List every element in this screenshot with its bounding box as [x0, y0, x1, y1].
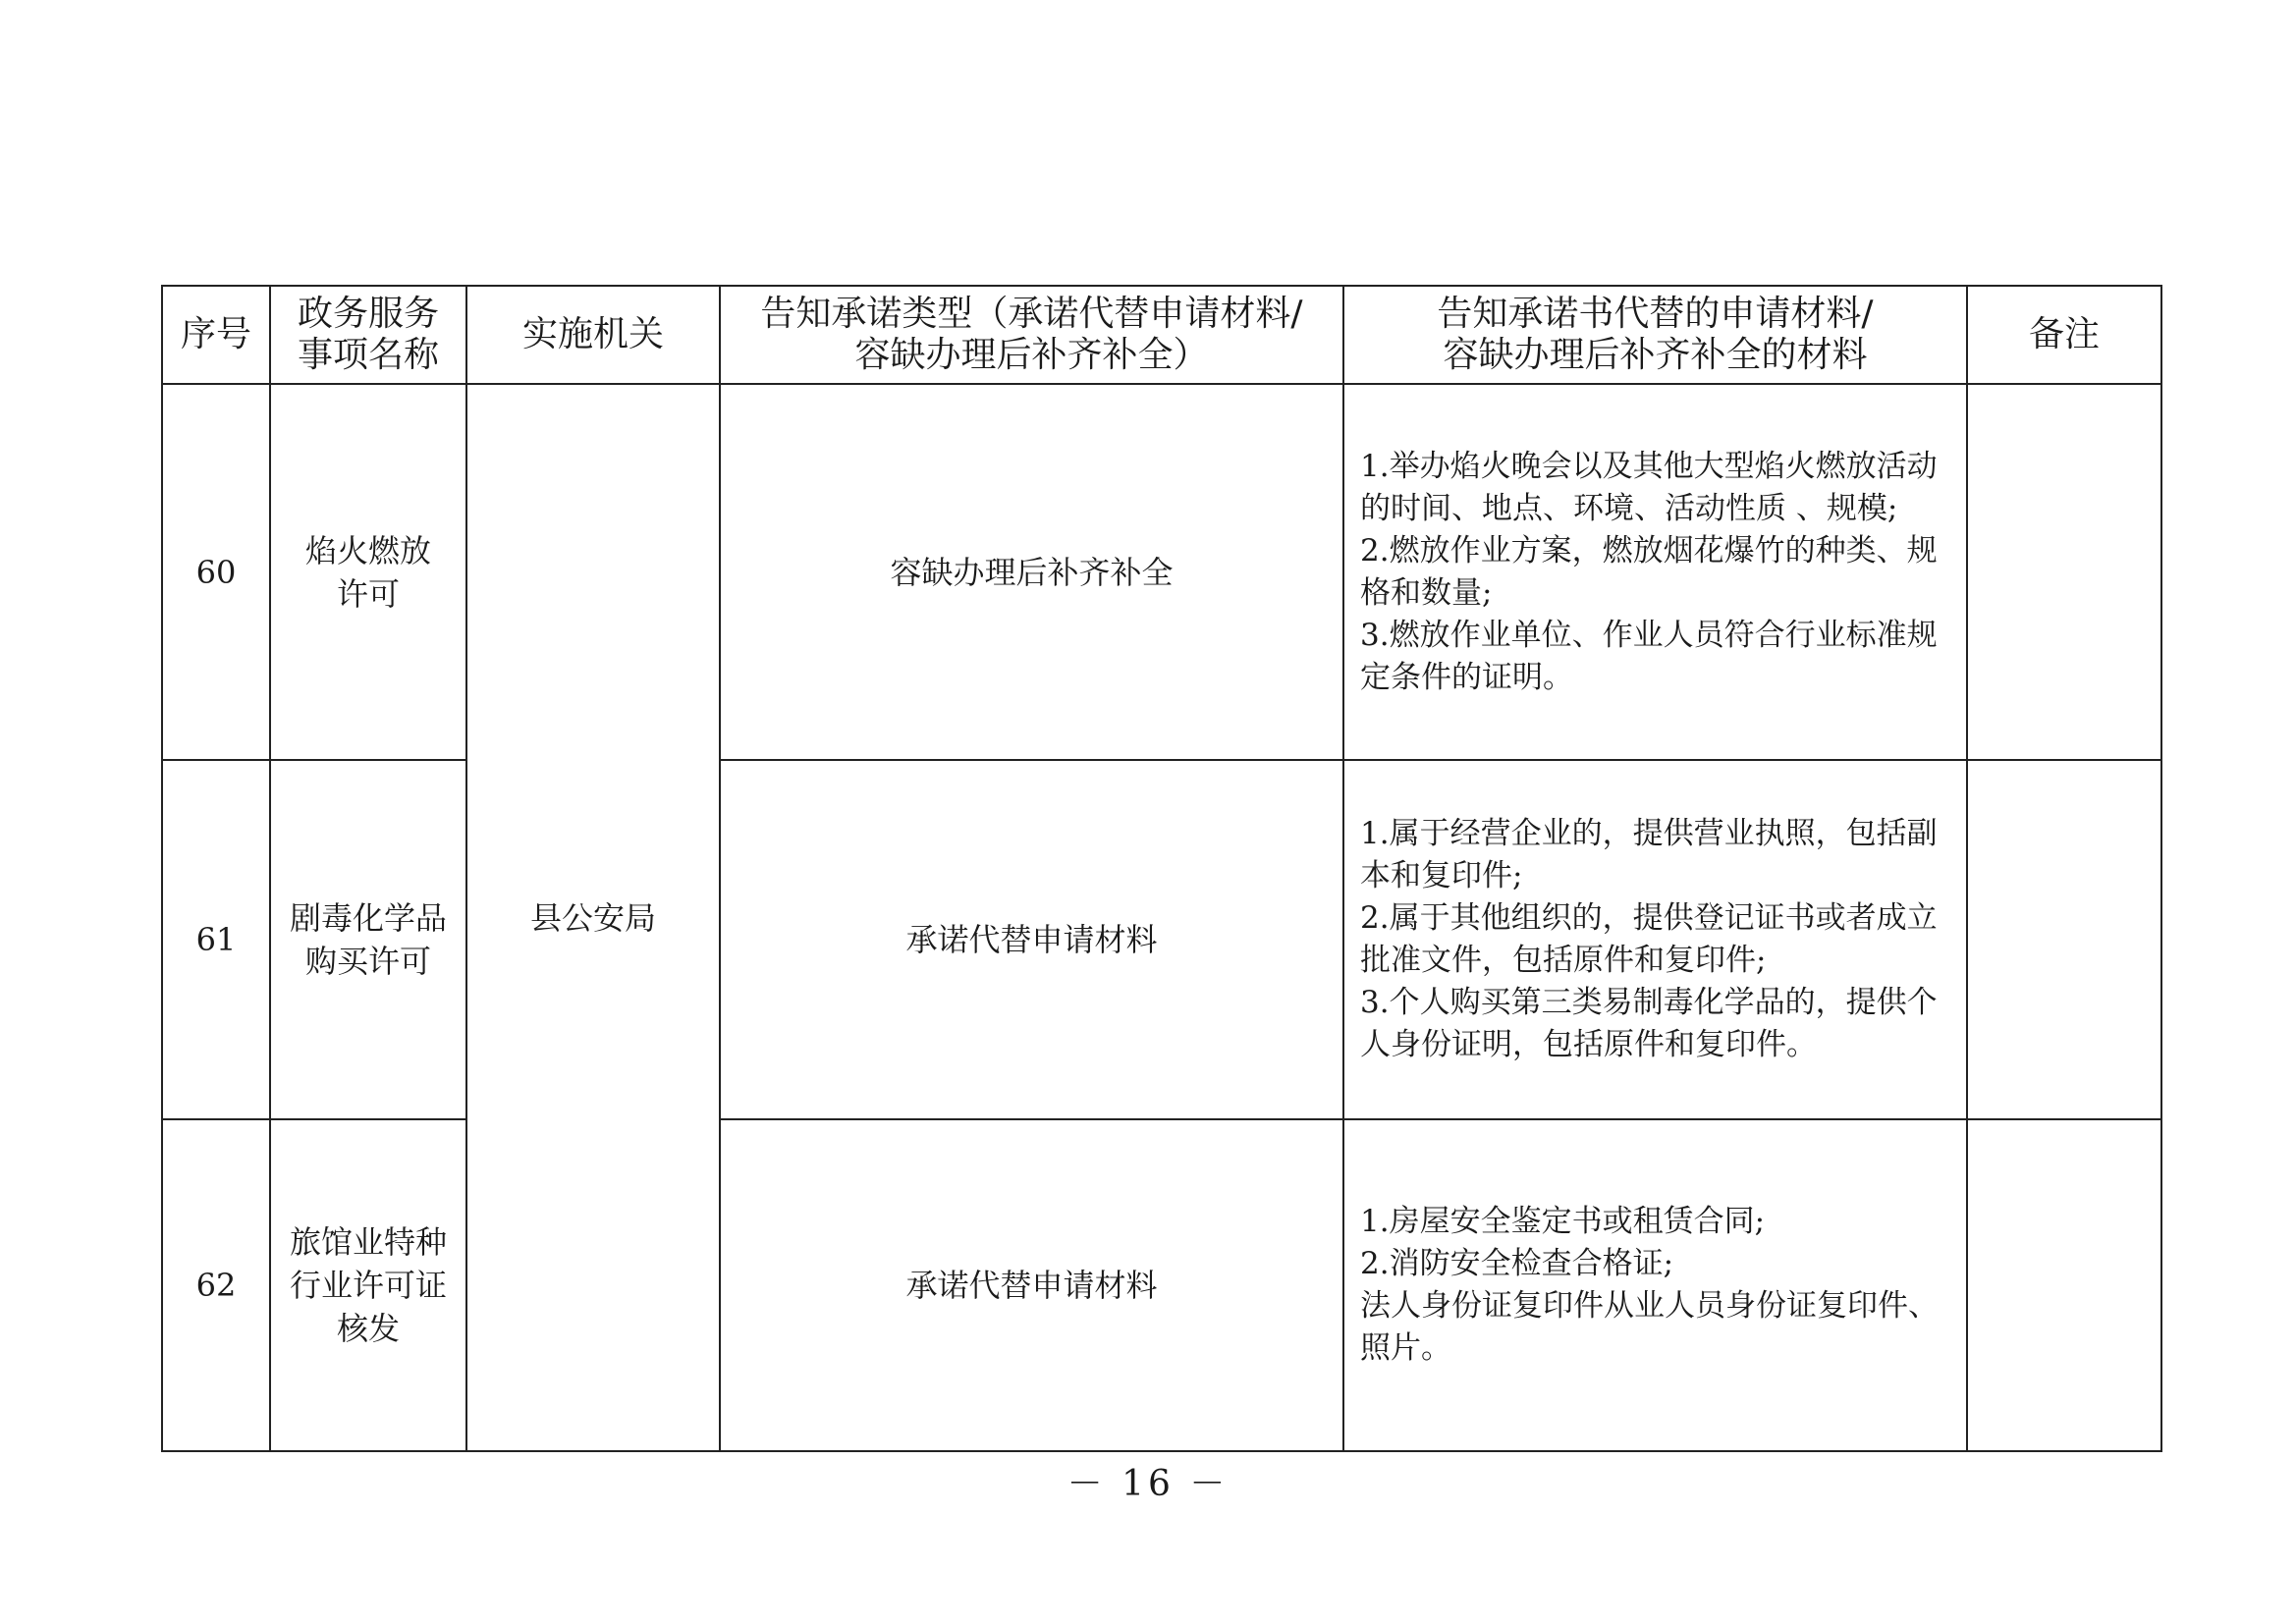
row-materials — [1343, 760, 1967, 1119]
header-item-name-line1: 政务服务 — [297, 294, 439, 334]
row-commitment-type: 容缺办理后补齐补全 — [720, 384, 1343, 760]
header-commitment-type-line1: 告知承诺类型（承诺代替申请材料/ — [760, 294, 1303, 334]
row-item-name — [270, 384, 466, 760]
header-materials — [1343, 286, 1967, 384]
header-seq: 序号 — [162, 286, 270, 384]
material-item: 3.个人购买第三类易制毒化学品的，提供个人身份证明，包括原件和复印件。 — [1360, 985, 1938, 1062]
commitment-table — [161, 285, 2162, 1452]
row-materials — [1343, 384, 1967, 760]
material-item: 法人身份证复印件从业人员身份证复印件、照片。 — [1360, 1288, 1939, 1366]
row-materials — [1343, 1119, 1967, 1451]
row-seq: 61 — [162, 760, 270, 1119]
row-item-name — [270, 760, 466, 1119]
row-commitment-type: 承诺代替申请材料 — [720, 1119, 1343, 1451]
row-item-name-line: 旅馆业特种 — [289, 1223, 447, 1261]
table-row — [162, 1119, 2161, 1451]
row-seq: 62 — [162, 1119, 270, 1451]
table-row — [162, 384, 2161, 760]
material-item: 1.举办焰火晚会以及其他大型焰火燃放活动的时间、地点、环境、活动性质 、规模; — [1360, 448, 1938, 526]
row-item-name-line: 购买许可 — [304, 943, 431, 980]
row-item-name — [270, 1119, 466, 1451]
row-item-name-line: 剧毒化学品 — [289, 899, 447, 937]
row-remarks — [1967, 1119, 2161, 1451]
header-materials-line1: 告知承诺书代替的申请材料/ — [1437, 294, 1874, 334]
header-agency: 实施机关 — [466, 286, 720, 384]
material-item: 2.消防安全检查合格证; — [1360, 1246, 1674, 1281]
row-commitment-type: 承诺代替申请材料 — [720, 760, 1343, 1119]
header-remarks: 备注 — [1967, 286, 2161, 384]
row-remarks — [1967, 384, 2161, 760]
material-item: 1.房屋安全鉴定书或租赁合同; — [1360, 1204, 1766, 1239]
header-commitment-type-line2: 容缺办理后补齐补全） — [854, 335, 1209, 375]
row-item-name-line: 焰火燃放 — [304, 531, 431, 569]
material-item: 1.属于经营企业的，提供营业执照，包括副本和复印件; — [1360, 816, 1938, 893]
row-remarks — [1967, 760, 2161, 1119]
page-number: － 16 － — [1066, 1464, 1230, 1504]
material-item: 2.燃放作业方案，燃放烟花爆竹的种类、规格和数量; — [1360, 532, 1938, 611]
row-item-name-line: 核发 — [336, 1310, 400, 1347]
agency-cell: 县公安局 — [466, 384, 720, 1451]
row-item-name-line: 许可 — [336, 574, 400, 613]
header-item-name — [270, 286, 466, 384]
header-commitment-type — [720, 286, 1343, 384]
row-seq: 60 — [162, 384, 270, 760]
header-materials-line2: 容缺办理后补齐补全的材料 — [1443, 335, 1868, 375]
table-header-row — [162, 286, 2161, 384]
material-item: 3.燃放作业单位、作业人员符合行业标准规定条件的证明。 — [1360, 617, 1938, 695]
table-row — [162, 760, 2161, 1119]
material-item: 2.属于其他组织的，提供登记证书或者成立批准文件，包括原件和复印件; — [1360, 900, 1938, 978]
row-item-name-line: 行业许可证 — [289, 1267, 447, 1304]
header-item-name-line2: 事项名称 — [297, 335, 439, 375]
